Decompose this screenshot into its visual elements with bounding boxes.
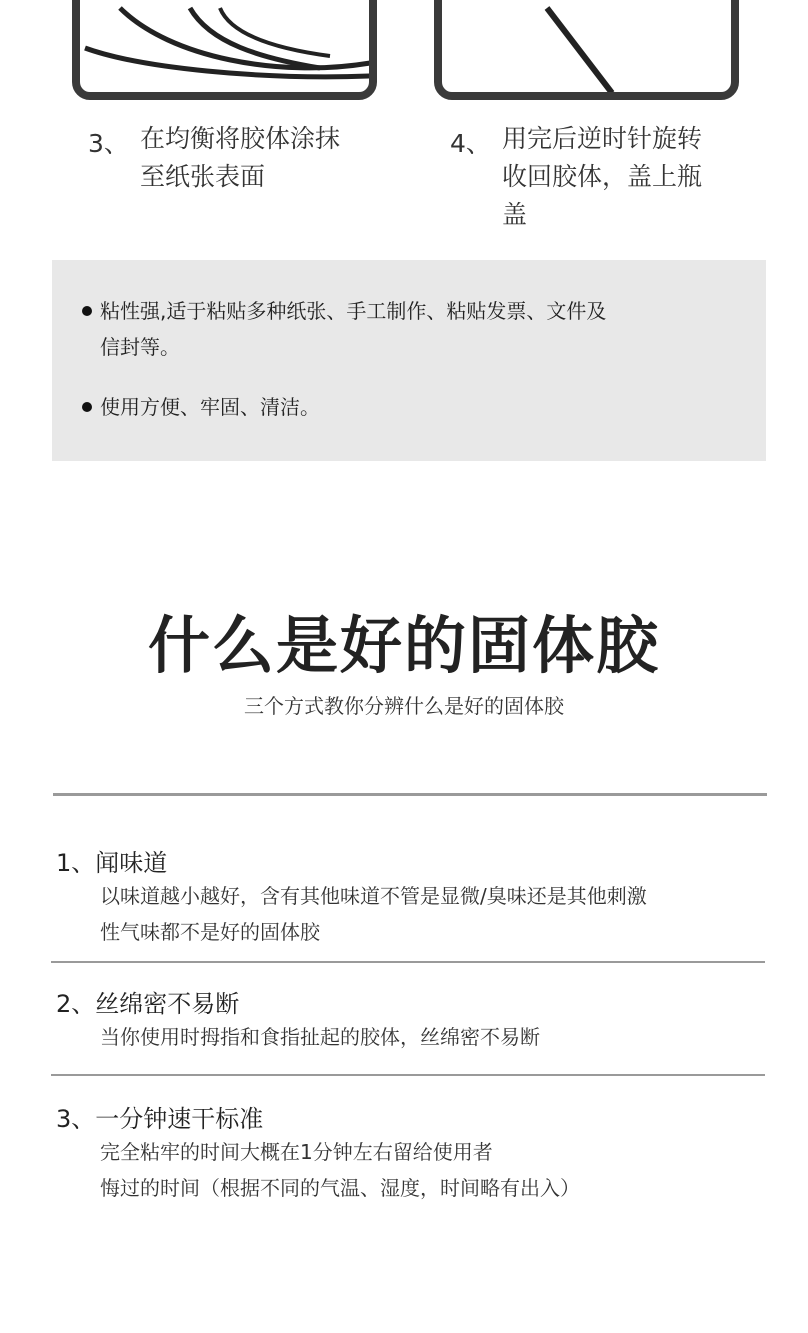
criteria-2-title: 2、丝绵密不易断 (56, 990, 240, 1018)
criteria-1-line2: 性气味都不是好的固体胶 (100, 920, 320, 944)
criteria-3-line2: 悔过的时间（根据不同的气温、湿度，时间略有出入） (100, 1176, 580, 1200)
glue-stick-swirl-illustration (80, 0, 370, 93)
step4-line3: 盖 (502, 200, 528, 229)
bullet-dot-icon (82, 306, 92, 316)
feature-item-2: 使用方便、牢固、清洁。 (100, 395, 320, 419)
step3-illustration (72, 0, 377, 100)
step3-line1: 在均衡将胶体涂抹 (140, 124, 341, 153)
bullet-dot-icon (82, 402, 92, 412)
glue-stick-line-illustration (442, 0, 732, 93)
criteria-2-line1: 当你使用时拇指和食指扯起的胶体，丝绵密不易断 (100, 1025, 540, 1049)
feature-item-1-line2: 信封等。 (100, 335, 180, 359)
step3-line2: 至纸张表面 (140, 162, 266, 191)
criteria-1-line1: 以味道越小越好，含有其他味道不管是显微/臭味还是其他刺激 (100, 884, 647, 908)
section-divider (53, 793, 767, 796)
criteria-1-desc (100, 878, 647, 950)
criteria-1-title: 1、闻味道 (56, 849, 168, 877)
feature-item-1-line1: 粘性强,适于粘贴多种纸张、手工制作、粘贴发票、文件及 (100, 299, 607, 323)
step3-text (140, 120, 340, 196)
criteria-divider (51, 961, 765, 963)
criteria-2-desc (100, 1019, 540, 1055)
step4-illustration (434, 0, 739, 100)
section-subtitle: 三个方式教你分辨什么是好的固体胶 (244, 694, 564, 718)
features-box (52, 260, 766, 461)
criteria-3-line1: 完全粘牢的时间大概在1分钟左右留给使用者 (100, 1140, 493, 1164)
section-title: 什么是好的固体胶 (147, 609, 660, 682)
step3-number: 3、 (88, 129, 129, 158)
feature-item-1 (100, 293, 606, 365)
step4-line1: 用完后逆时针旋转 (502, 124, 703, 153)
criteria-divider (51, 1074, 765, 1076)
step4-line2: 收回胶体，盖上瓶 (502, 162, 703, 191)
step4-number: 4、 (450, 129, 491, 158)
criteria-3-title: 3、一分钟速干标准 (56, 1105, 264, 1133)
criteria-3-desc (100, 1134, 580, 1206)
step4-text (502, 120, 702, 234)
